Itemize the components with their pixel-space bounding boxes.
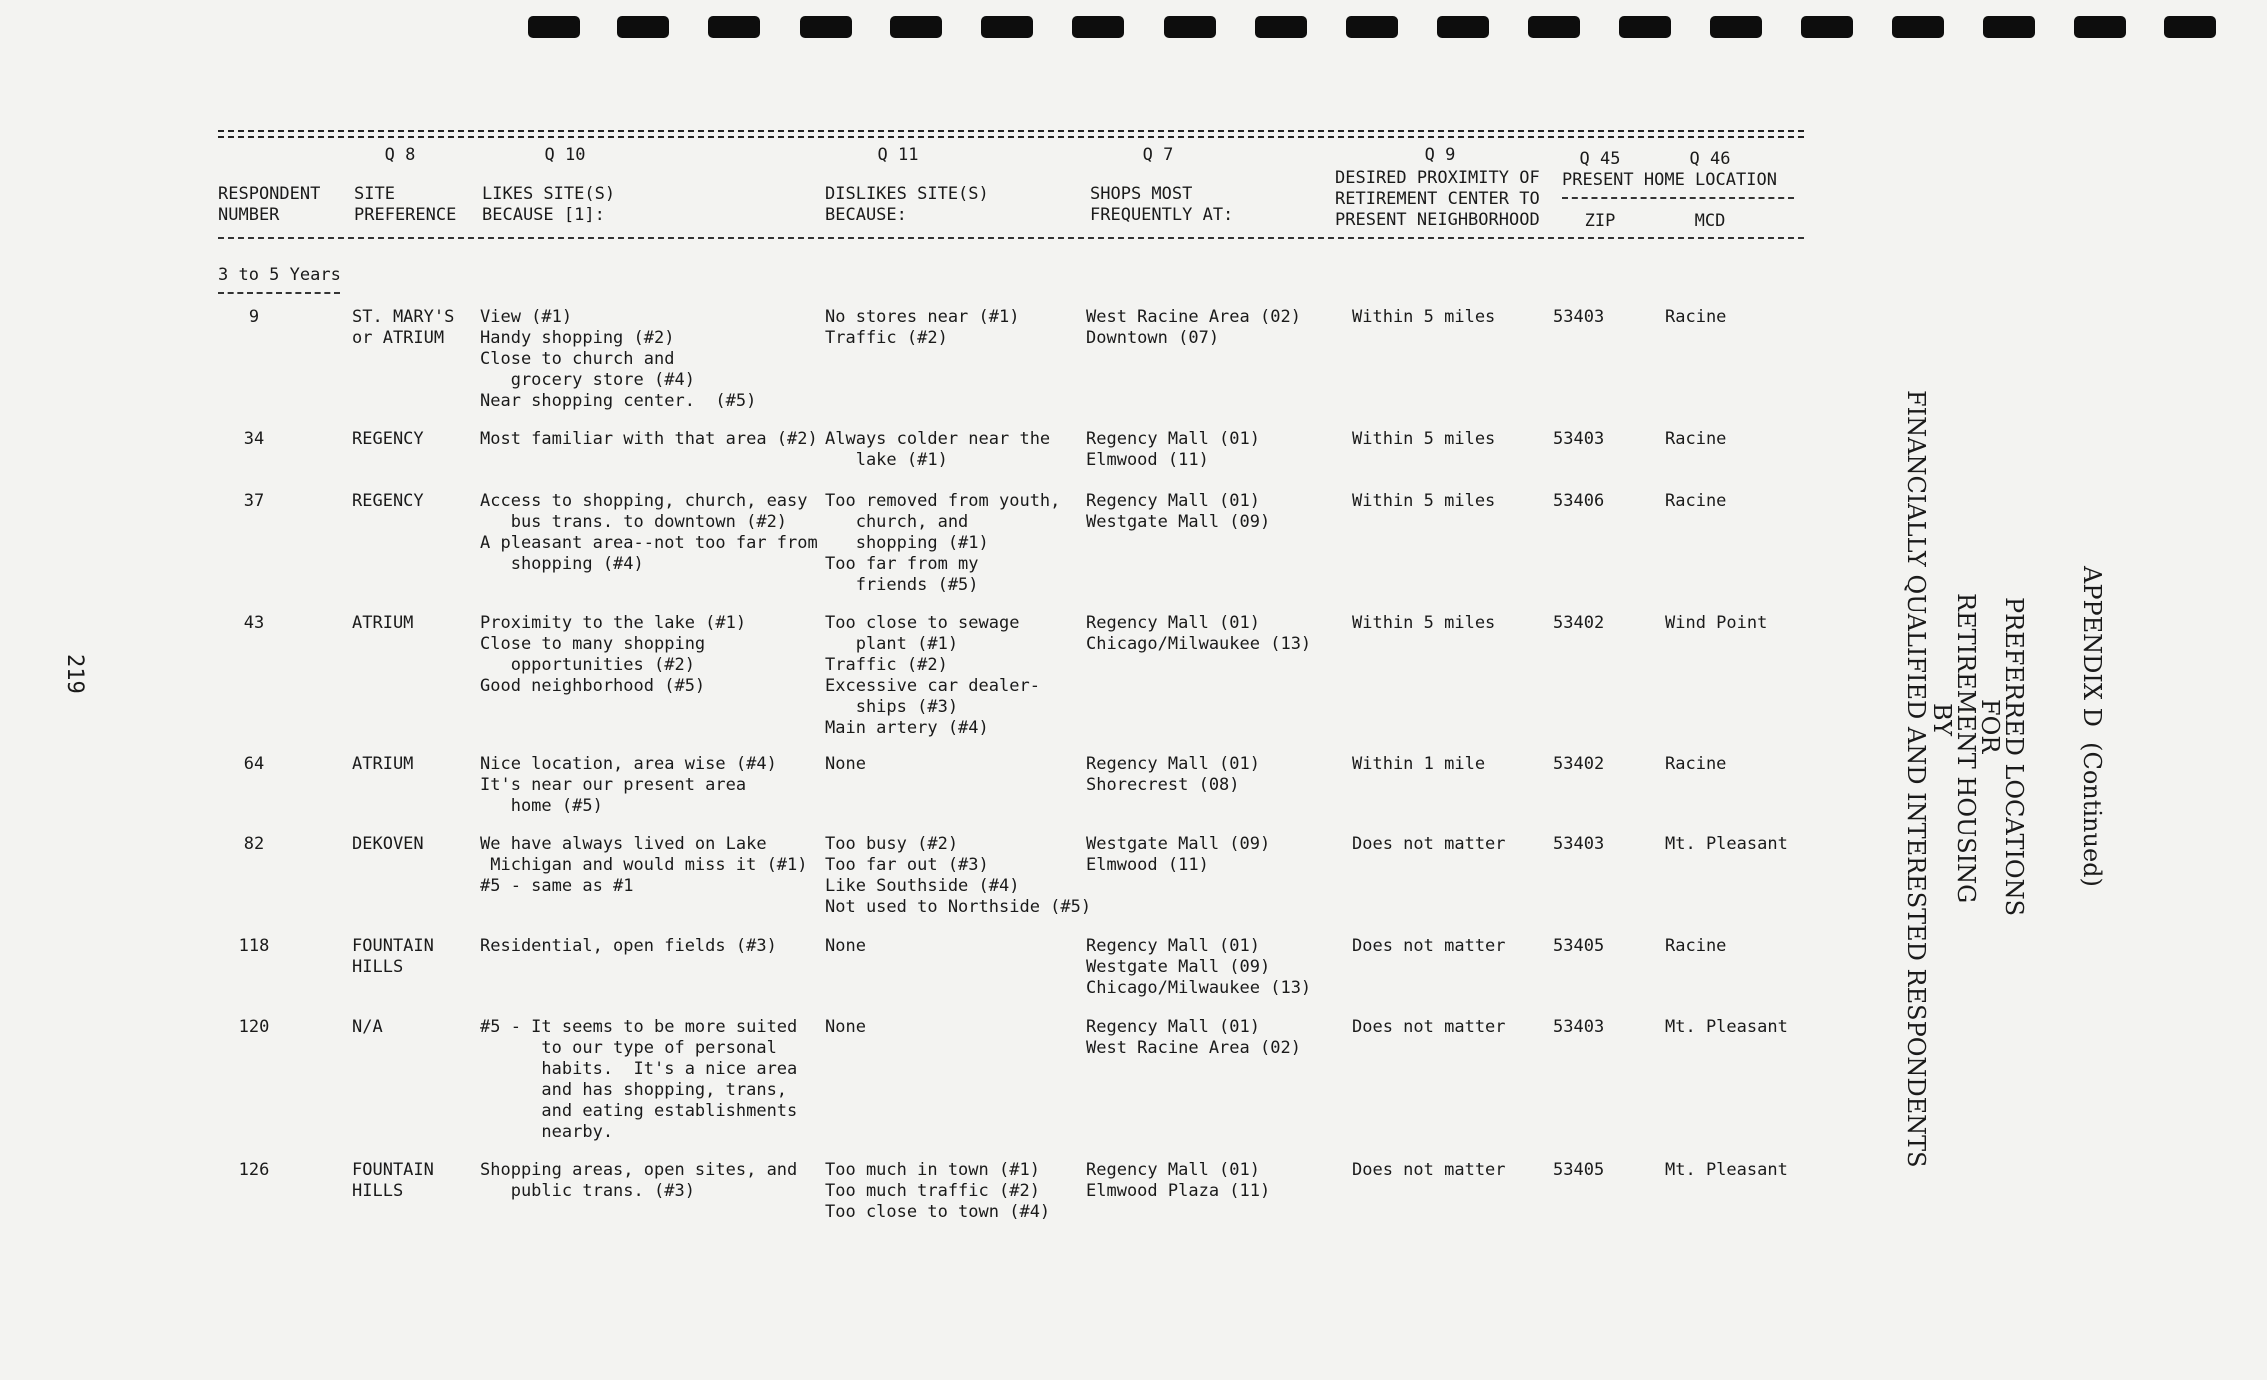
desired-proximity: Does not matter: [1352, 1160, 1506, 1180]
header-mcd: MCD: [1694, 211, 1726, 231]
punch-hole: [1346, 16, 1398, 38]
respondent-number: 43: [243, 613, 265, 633]
punch-hole: [1164, 16, 1216, 38]
respondent-number: 34: [243, 429, 265, 449]
dislikes-reasons: No stores near (#1) Traffic (#2): [825, 307, 1020, 348]
header-zip: ZIP: [1584, 211, 1616, 231]
site-preference: ATRIUM: [352, 754, 414, 774]
mcd-location: Wind Point: [1665, 613, 1768, 633]
punch-hole: [981, 16, 1033, 38]
desired-proximity: Does not matter: [1352, 936, 1506, 956]
shops-at: Regency Mall (01) Shorecrest (08): [1086, 754, 1260, 795]
punch-hole: [1255, 16, 1307, 38]
punch-hole: [1983, 16, 2035, 38]
punch-hole: [1072, 16, 1124, 38]
likes-reasons: Most familiar with that area (#2): [480, 429, 818, 449]
title-financially-qualified: FINANCIALLY QUALIFIED AND INTERESTED RESPONDENTS: [1902, 390, 1930, 1168]
desired-proximity: Within 1 mile: [1352, 754, 1486, 774]
dislikes-reasons: Too busy (#2) Too far out (#3) Like Southside (#4) Not used to Northside (#5): [825, 834, 1092, 917]
desired-proximity: Within 5 miles: [1352, 491, 1496, 511]
header-q8: Q 8: [384, 145, 416, 165]
mcd-location: Racine: [1665, 307, 1727, 327]
punch-hole: [708, 16, 760, 38]
punch-hole: [1892, 16, 1944, 38]
site-preference: DEKOVEN: [352, 834, 424, 854]
dislikes-reasons: Always colder near the lake (#1): [825, 429, 1051, 470]
desired-proximity: Does not matter: [1352, 1017, 1506, 1037]
punch-hole: [528, 16, 580, 38]
title-retirement-housing: RETIREMENT HOUSING: [1952, 593, 1980, 904]
header-site-preference: SITE PREFERENCE: [354, 184, 457, 225]
punch-hole: [1619, 16, 1671, 38]
mcd-location: Racine: [1665, 491, 1727, 511]
zip-code: 53402: [1553, 613, 1605, 633]
zip-code: 53403: [1553, 1017, 1605, 1037]
dislikes-reasons: Too close to sewage plant (#1) Traffic (#2) Excessive car dealer- ships (#3) Main artery (#4): [825, 613, 1040, 738]
likes-reasons: Proximity to the lake (#1) Close to many shopping opportunities (#2) Good neighborhood (#5): [480, 613, 747, 696]
punch-hole: [1437, 16, 1489, 38]
site-preference: FOUNTAIN HILLS: [352, 1160, 434, 1201]
header-q46: Q 46: [1689, 149, 1731, 169]
shops-at: West Racine Area (02) Downtown (07): [1086, 307, 1301, 348]
mcd-location: Mt. Pleasant: [1665, 1017, 1788, 1037]
punch-hole: [1528, 16, 1580, 38]
mcd-location: Mt. Pleasant: [1665, 1160, 1788, 1180]
section-label: 3 to 5 Years: [218, 265, 341, 285]
dislikes-reasons: Too much in town (#1) Too much traffic (#2) Too close to town (#4): [825, 1160, 1051, 1222]
title-by: BY: [1928, 703, 1956, 737]
desired-proximity: Within 5 miles: [1352, 429, 1496, 449]
respondent-number: 82: [243, 834, 265, 854]
respondent-number: 9: [248, 307, 260, 327]
header-present-home-location: PRESENT HOME LOCATION: [1562, 170, 1777, 190]
header-present-home-underline: [1562, 197, 1794, 199]
respondent-number: 118: [238, 936, 270, 956]
dislikes-reasons: Too removed from youth, church, and shopping (#1) Too far from my friends (#5): [825, 491, 1061, 595]
dislikes-reasons: None: [825, 1017, 866, 1037]
likes-reasons: Access to shopping, church, easy bus trans. to downtown (#2) A pleasant area--not too far from shopping (#4): [480, 491, 818, 574]
likes-reasons: Residential, open fields (#3): [480, 936, 777, 956]
zip-code: 53405: [1553, 936, 1605, 956]
respondent-number: 126: [238, 1160, 270, 1180]
site-preference: REGENCY: [352, 429, 424, 449]
punch-hole: [1710, 16, 1762, 38]
respondent-number: 64: [243, 754, 265, 774]
header-q7: Q 7: [1142, 145, 1174, 165]
header-double-rule-top: [218, 130, 1804, 132]
shops-at: Regency Mall (01) Chicago/Milwaukee (13): [1086, 613, 1312, 654]
zip-code: 53405: [1553, 1160, 1605, 1180]
likes-reasons: Shopping areas, open sites, and public trans. (#3): [480, 1160, 798, 1201]
site-preference: FOUNTAIN HILLS: [352, 936, 434, 977]
section-underline: [218, 292, 340, 294]
header-bottom-rule: [218, 237, 1804, 239]
respondent-number: 120: [238, 1017, 270, 1037]
zip-code: 53406: [1553, 491, 1605, 511]
mcd-location: Racine: [1665, 754, 1727, 774]
desired-proximity: Within 5 miles: [1352, 307, 1496, 327]
likes-reasons: Nice location, area wise (#4) It's near our present area home (#5): [480, 754, 777, 816]
header-respondent-number: RESPONDENT NUMBER: [218, 184, 321, 225]
shops-at: Regency Mall (01) Elmwood (11): [1086, 429, 1260, 470]
site-preference: ST. MARY'S or ATRIUM: [352, 307, 455, 348]
header-q10: Q 10: [544, 145, 586, 165]
shops-at: Regency Mall (01) Elmwood Plaza (11): [1086, 1160, 1271, 1201]
header-desired-proximity: DESIRED PROXIMITY OF RETIREMENT CENTER TO PRESENT NEIGHBORHOOD: [1335, 168, 1540, 230]
header-q45: Q 45: [1579, 149, 1621, 169]
punch-hole: [800, 16, 852, 38]
zip-code: 53403: [1553, 429, 1605, 449]
desired-proximity: Does not matter: [1352, 834, 1506, 854]
site-preference: ATRIUM: [352, 613, 414, 633]
likes-reasons: We have always lived on Lake Michigan and would miss it (#1) #5 - same as #1: [480, 834, 808, 896]
header-likes-site: LIKES SITE(S) BECAUSE [1]:: [482, 184, 616, 225]
zip-code: 53403: [1553, 834, 1605, 854]
punch-hole: [2164, 16, 2216, 38]
zip-code: 53402: [1553, 754, 1605, 774]
shops-at: Westgate Mall (09) Elmwood (11): [1086, 834, 1271, 875]
shops-at: Regency Mall (01) West Racine Area (02): [1086, 1017, 1301, 1058]
zip-code: 53403: [1553, 307, 1605, 327]
appendix-title: APPENDIX D (Continued): [2078, 566, 2106, 887]
title-preferred-locations: PREFERRED LOCATIONS: [2000, 597, 2028, 917]
punch-hole: [617, 16, 669, 38]
site-preference: REGENCY: [352, 491, 424, 511]
respondent-number: 37: [243, 491, 265, 511]
site-preference: N/A: [352, 1017, 383, 1037]
shops-at: Regency Mall (01) Westgate Mall (09): [1086, 491, 1271, 532]
mcd-location: Racine: [1665, 429, 1727, 449]
header-dislikes-site: DISLIKES SITE(S) BECAUSE:: [825, 184, 989, 225]
likes-reasons: #5 - It seems to be more suited to our type of personal habits. It's a nice area and has shopping, trans, and eating establishments nearby.: [480, 1017, 798, 1142]
header-q11: Q 11: [877, 145, 919, 165]
dislikes-reasons: None: [825, 936, 866, 956]
mcd-location: Racine: [1665, 936, 1727, 956]
header-shops-most: SHOPS MOST FREQUENTLY AT:: [1090, 184, 1234, 225]
punch-hole: [2074, 16, 2126, 38]
desired-proximity: Within 5 miles: [1352, 613, 1496, 633]
punch-hole: [1801, 16, 1853, 38]
mcd-location: Mt. Pleasant: [1665, 834, 1788, 854]
header-q9: Q 9: [1424, 145, 1456, 165]
page-number: 219: [62, 654, 87, 694]
dislikes-reasons: None: [825, 754, 866, 774]
title-for: FOR: [1976, 699, 2004, 754]
punch-hole: [890, 16, 942, 38]
likes-reasons: View (#1) Handy shopping (#2) Close to church and grocery store (#4) Near shopping center. (#5): [480, 307, 757, 411]
shops-at: Regency Mall (01) Westgate Mall (09) Chicago/Milwaukee (13): [1086, 936, 1312, 998]
header-double-rule-bottom: [218, 136, 1804, 138]
